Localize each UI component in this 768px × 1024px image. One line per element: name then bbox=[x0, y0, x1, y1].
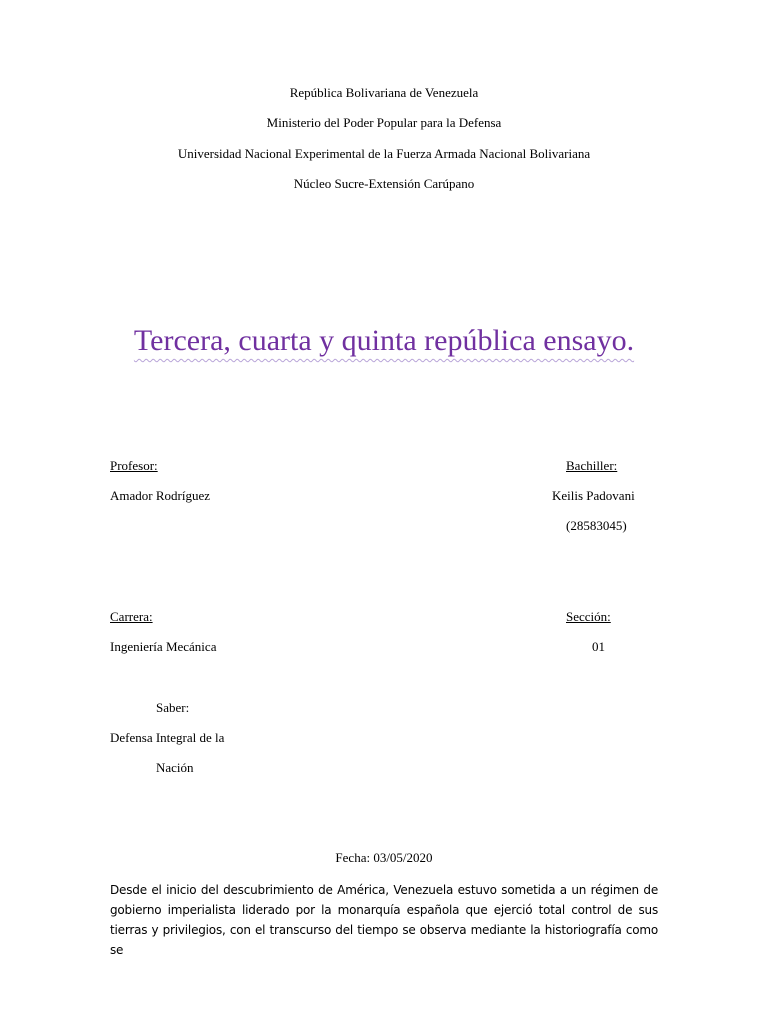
bachiller-label: Bachiller: bbox=[566, 458, 618, 473]
header-line-university: Universidad Nacional Experimental de la Fuerza Armada Nacional Bolivariana bbox=[177, 146, 591, 161]
header-line-republic: República Bolivariana de Venezuela bbox=[289, 85, 479, 100]
profesor-name: Amador Rodríguez bbox=[110, 488, 211, 503]
header-line-nucleus: Núcleo Sucre-Extensión Carúpano bbox=[293, 176, 475, 191]
seccion-value: 01 bbox=[592, 639, 605, 654]
seccion-label: Sección: bbox=[566, 609, 611, 624]
bachiller-id: (28583045) bbox=[566, 518, 627, 533]
carrera-value: Ingeniería Mecánica bbox=[110, 639, 217, 654]
carrera-label: Carrera: bbox=[110, 609, 153, 624]
fecha: Fecha: 03/05/2020 bbox=[335, 850, 433, 865]
profesor-label: Profesor: bbox=[110, 458, 158, 473]
header-line-ministry: Ministerio del Poder Popular para la Defensa bbox=[266, 115, 502, 130]
saber-value-line1: Defensa Integral de la bbox=[110, 730, 225, 745]
saber-label: Saber: bbox=[156, 700, 190, 715]
document-title: Tercera, cuarta y quinta república ensayo. bbox=[133, 324, 635, 357]
bachiller-name: Keilis Padovani bbox=[552, 488, 635, 503]
saber-value-line2: Nación bbox=[156, 760, 194, 775]
body-paragraph: Desde el inicio del descubrimiento de América, Venezuela estuvo sometida a un régimen de gobierno imperialista liderado por la monarquía española que ejerció total control de sus tierras y privilegios, con el transcurso del tiempo se observa mediante la historiografía como se bbox=[110, 883, 658, 957]
